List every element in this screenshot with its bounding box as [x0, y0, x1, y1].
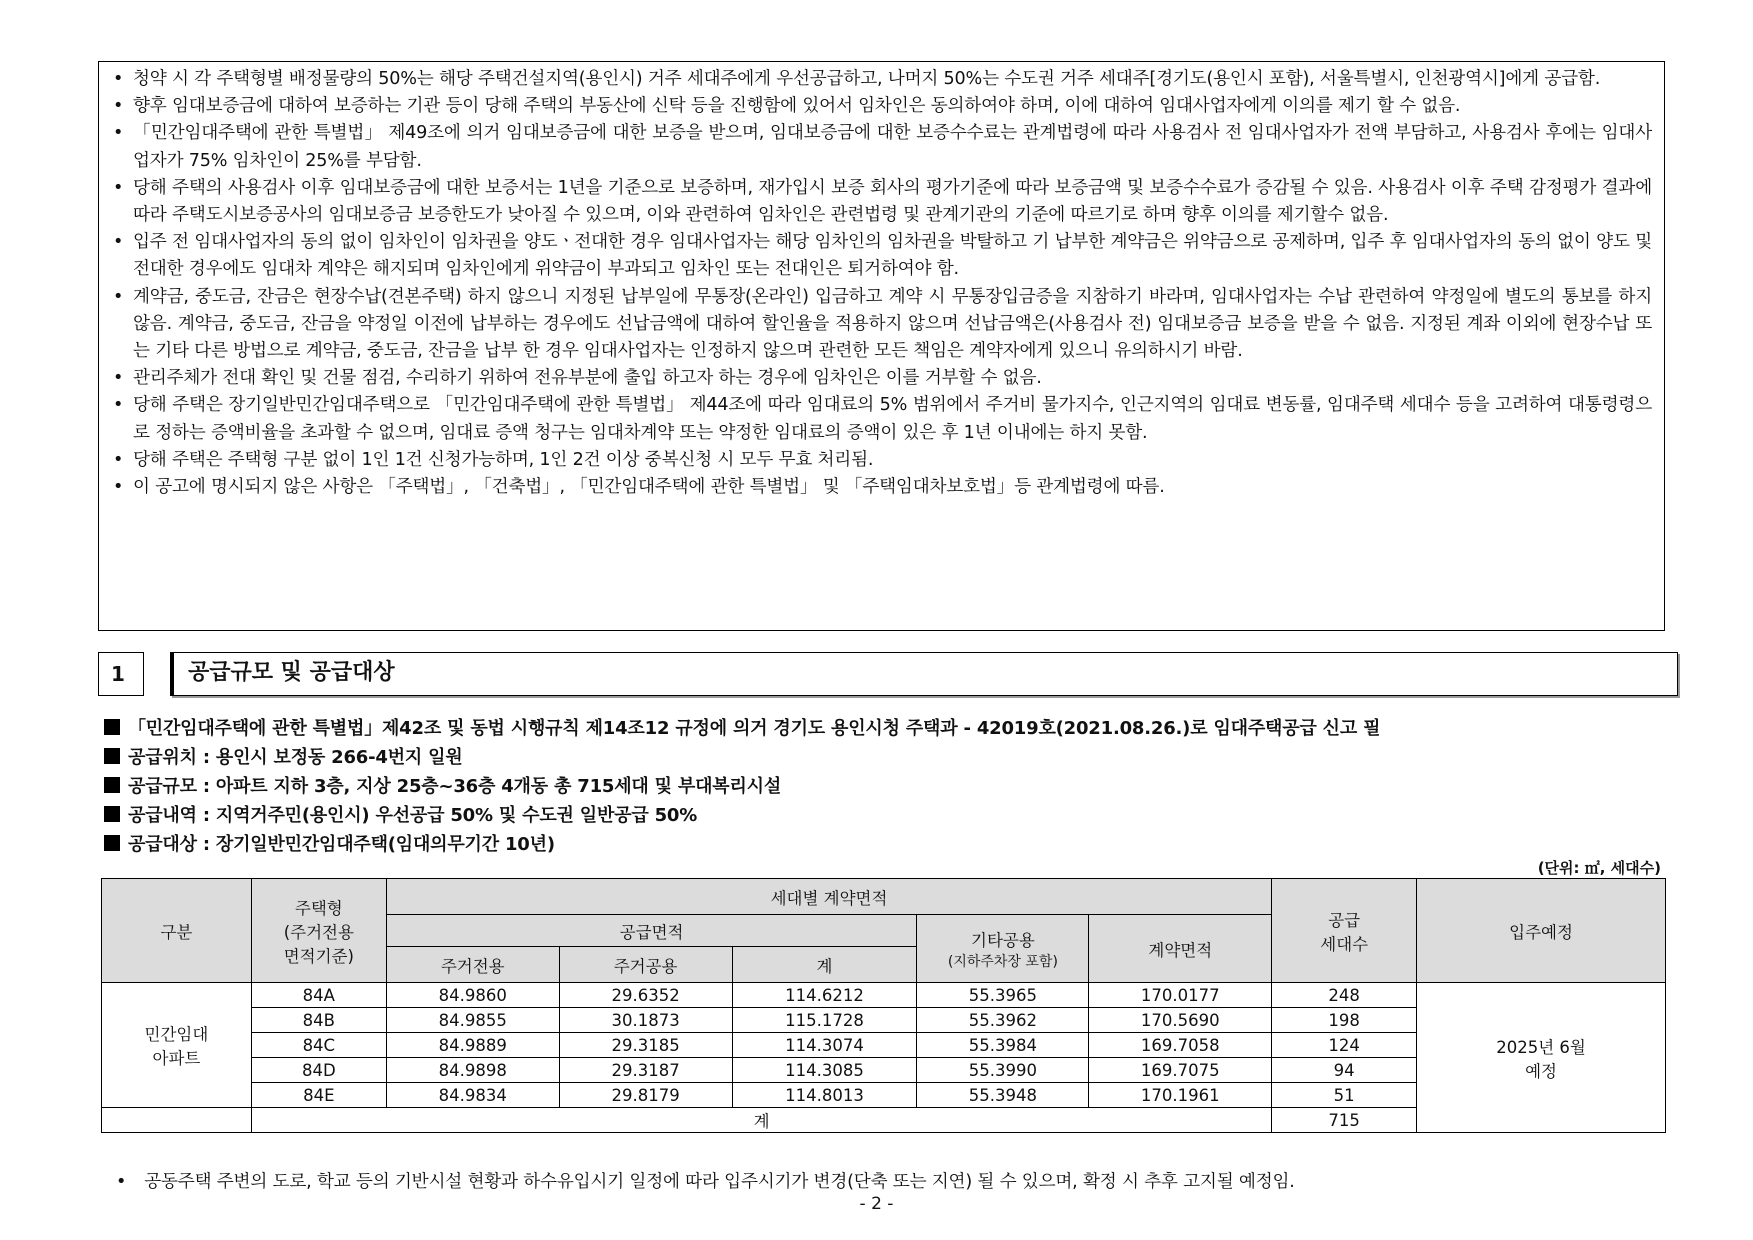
notice-item: • 당해 주택은 장기일반민간임대주택으로 「민간임대주택에 관한 특별법」 제44조에 따라 임대료의 5% 범위에서 주거비 물가지수, 인근지역의 임대료 변동률, 임대주택 세대수 등을 고려하여 대통령령으로 정하는 증액비율을 초과할 수 없으며, 임대료 증액 청구는 임대차계약 또는 약정한 임대료의 증액이 있은 후 1년 이내에는 하지 못함. — [113, 395, 1652, 443]
header-residential-common: 주거공용 — [559, 947, 732, 983]
header-residential-exclusive: 주거전용 — [386, 947, 559, 983]
square-bullet-icon — [104, 748, 120, 764]
supply-item: 공급위치 : 용인시 보정동 266-4번지 일원 — [104, 743, 1684, 772]
supply-item: 공급대상 : 장기일반민간임대주택(임대의무기간 10년) — [104, 830, 1684, 859]
notice-item: • 향후 임대보증금에 대하여 보증하는 기관 등이 당해 주택의 부동산에 신탁 등을 진행함에 있어서 임차인은 동의하여야 하며, 이에 대하여 임대사업자에게 이의를 제기 할 수 없음. — [113, 96, 1461, 117]
section-header — [98, 652, 1679, 698]
supply-item: 공급규모 : 아파트 지하 3층, 지상 25층~36층 4개동 총 715세대 및 부대복리시설 — [104, 772, 1684, 801]
header-contract-area: 세대별 계약면적 — [386, 879, 1271, 915]
header-subtotal: 계 — [732, 947, 917, 983]
total-units: 715 — [1272, 1108, 1417, 1133]
table-row: 민간임대 아파트 84A 84.9860 29.6352 114.6212 55.3965 170.0177 248 2025년 6월 예정 — [102, 983, 1666, 1008]
header-category: 구분 — [102, 879, 252, 983]
notice-item: • 당해 주택의 사용검사 이후 임대보증금에 대한 보증서는 1년을 기준으로 보증하며, 재가입시 보증 회사의 평가기준에 따라 보증금액 및 보증수수료가 증감될 수 있음. 사용검사 이후 주택 감정평가 결과에 따라 주택도시보증공사의 임대보증금 보증한도가 낮아질 수 있으며, 이와 관련하여 임차인은 관련법령 및 관계기관의 기준에 따르기로 하며 향후 이의를 제기할수 없음. — [113, 177, 1652, 226]
table-row: 84B 84.9855 30.1873 115.1728 55.3962 170.5690 198 — [102, 1008, 1666, 1033]
header-other-common: 기타공용 (지하주차장 포함) — [917, 915, 1089, 983]
footer-note: • 공동주택 주변의 도로, 학교 등의 기반시설 현황과 하수유입시기 일정에 따라 입주시기가 변경(단축 또는 지연) 될 수 있으며, 확정 시 추후 고지될 예정임. — [116, 1172, 1295, 1192]
table-row: 84C 84.9889 29.3185 114.3074 55.3984 169.7058 124 — [102, 1033, 1666, 1058]
supply-item: 「민간임대주택에 관한 특별법」제42조 및 동법 시행규칙 제14조12 규정에 의거 경기도 용인시청 주택과 - 42019호(2021.08.26.)로 임대주택공급 신고 필 — [104, 714, 1684, 743]
notice-item: • 이 공고에 명시되지 않은 사항은 「주택법」, 「건축법」, 「민간임대주택에 관한 특별법」 및 「주택임대차보호법」등 관계법령에 따름. — [113, 477, 1165, 498]
supply-item: 공급내역 : 지역거주민(용인시) 우선공급 50% 및 수도권 일반공급 50% — [104, 801, 1684, 830]
section-number: 1 — [98, 652, 144, 696]
page-number: - 2 - — [859, 1194, 894, 1214]
square-bullet-icon — [104, 835, 120, 851]
total-label: 계 — [251, 1108, 1271, 1133]
section-title: 공급규모 및 공급대상 — [170, 652, 1678, 696]
header-supply-units: 공급 세대수 — [1272, 879, 1417, 983]
table-row: 84D 84.9898 29.3187 114.3085 55.3990 169.7075 94 — [102, 1058, 1666, 1083]
table-row: 84E 84.9834 29.8179 114.8013 55.3948 170.1961 51 — [102, 1083, 1666, 1108]
notice-item: • 계약금, 중도금, 잔금은 현장수납(견본주택) 하지 않으니 지정된 납부일에 무통장(온라인) 입금하고 계약 시 무통장입금증을 지참하기 바라며, 임대사업자는 수납 관련하여 약정일에 별도의 통보를 하지 않음. 계약금, 중도금, 잔금을 약정일 이전에 납부하는 경우에도 선납금액에 대하여 할인율을 적용하지 않으며 선납금액은(사용검사 전) 임대보증금 보증을 받을 수 없음. 지정된 계좌 이외에 현장수납 또는 기타 다른 방법으로 계약금, 중도금, 잔금을 납부 한 경우 임대사업자는 인정하지 않으며 관련한 모든 책임은 계약자에게 있으니 유의하시기 바람. — [113, 286, 1652, 362]
total-spacer — [102, 1108, 252, 1133]
header-supply-area: 공급면적 — [386, 915, 917, 947]
square-bullet-icon — [104, 719, 120, 735]
notice-item: • 청약 시 각 주택형별 배정물량의 50%는 해당 주택건설지역(용인시) 거주 세대주에게 우선공급하고, 나머지 50%는 수도권 거주 세대주[경기도(용인시 포함), 서울특별시, 인천광역시]에게 공급함. — [113, 69, 1601, 89]
supply-table — [101, 878, 1666, 1133]
notice-item: • 당해 주택은 주택형 구분 없이 1인 1건 신청가능하며, 1인 2건 이상 중복신청 시 모두 무효 처리됨. — [113, 449, 874, 470]
notice-item: • 「민간임대주택에 관한 특별법」 제49조에 의거 임대보증금에 대한 보증을 받으며, 임대보증금에 대한 보증수수료는 관계법령에 따라 사용검사 전 임대사업자가 전액 부담하고, 사용검사 후에는 임대사업자가 75% 임차인이 25%를 부담함. — [113, 123, 1652, 171]
supply-info-list — [104, 714, 1684, 859]
notice-item: • 입주 전 임대사업자의 동의 없이 임차인이 임차권을 양도ㆍ전대한 경우 임대사업자는 해당 임차인의 임차권을 박탈하고 기 납부한 계약금은 위약금으로 공제하며, 입주 후 임대사업자의 동의 없이 양도 및 전대한 경우에도 임대차 계약은 해지되며 임차인에게 위약금이 부과되고 임차인 또는 전대인은 퇴거하여야 함. — [113, 232, 1652, 280]
header-contract-total: 계약면적 — [1089, 915, 1272, 983]
header-move-in: 입주예정 — [1417, 879, 1666, 983]
move-in-cell: 2025년 6월 예정 — [1417, 983, 1666, 1133]
square-bullet-icon — [104, 806, 120, 822]
unit-note: (단위: ㎡, 세대수) — [1537, 859, 1661, 877]
notice-box — [98, 61, 1665, 631]
category-cell: 민간임대 아파트 — [102, 983, 252, 1108]
header-housing-type: 주택형 (주거전용 면적기준) — [251, 879, 386, 983]
notice-item: • 관리주체가 전대 확인 및 건물 점검, 수리하기 위하여 전유부분에 출입 하고자 하는 경우에 임차인은 이를 거부할 수 없음. — [113, 368, 1042, 389]
square-bullet-icon — [104, 777, 120, 793]
